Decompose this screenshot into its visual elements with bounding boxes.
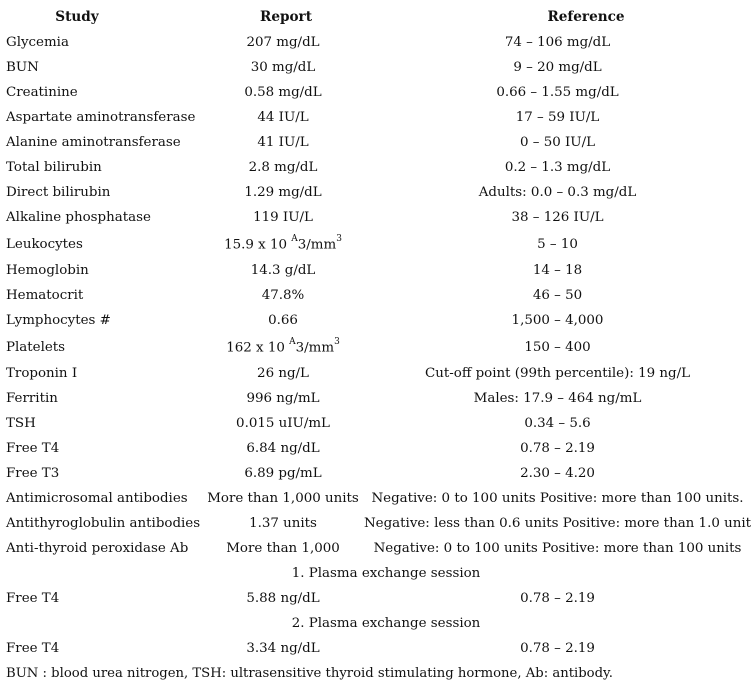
reference-cell: 9 – 20 mg/dL bbox=[513, 60, 602, 75]
reference-cell: Negative: 0 to 100 units Positive: more than 100 units. bbox=[371, 491, 744, 506]
study-cell: Free T4 bbox=[6, 441, 60, 456]
session-label: 2. Plasma exchange session bbox=[291, 616, 481, 631]
session-label: 1. Plasma exchange session bbox=[291, 566, 481, 581]
reference-cell: 5 – 10 bbox=[537, 236, 578, 252]
reference-cell: Cut-off point (99th percentile): 19 ng/L bbox=[424, 366, 690, 381]
study-cell: Direct bilirubin bbox=[6, 185, 111, 200]
report-cell: 119 IU/L bbox=[253, 210, 313, 225]
reference-cell: 0.66 – 1.55 mg/dL bbox=[496, 85, 619, 100]
reference-cell: 2.30 – 4.20 bbox=[520, 466, 595, 481]
table-row bbox=[0, 105, 754, 130]
report-cell: 0.015 uIU/mL bbox=[236, 416, 330, 431]
report-unit: 3/mm bbox=[295, 340, 335, 356]
report-cell: 41 IU/L bbox=[257, 135, 309, 150]
table-row bbox=[0, 180, 754, 205]
reference-cell: Adults: 0.0 – 0.3 mg/dL bbox=[478, 185, 637, 200]
study-cell: Free T3 bbox=[6, 466, 60, 481]
table-row bbox=[0, 536, 754, 561]
reference-cell: 0 – 50 IU/L bbox=[519, 135, 595, 150]
report-cell: 47.8% bbox=[261, 288, 305, 303]
report-cell: 26 ng/L bbox=[257, 366, 309, 381]
table-row bbox=[0, 511, 754, 536]
table-row bbox=[0, 30, 754, 55]
reference-cell: 0.78 – 2.19 bbox=[520, 641, 595, 656]
reference-cell: 46 – 50 bbox=[532, 288, 583, 303]
report-cell: 6.84 ng/dL bbox=[246, 441, 320, 456]
header-study: Study bbox=[55, 9, 99, 25]
table-row bbox=[0, 333, 754, 361]
report-superscript: 3 bbox=[336, 233, 342, 244]
reference-cell: 17 – 59 IU/L bbox=[515, 110, 600, 125]
reference-cell: Negative: 0 to 100 units Positive: more than 100 units bbox=[373, 541, 742, 556]
table-row bbox=[0, 80, 754, 105]
study-cell: Anti-thyroid peroxidase Ab bbox=[6, 541, 189, 556]
reference-cell: 150 – 400 bbox=[524, 339, 591, 355]
report-cell: 5.88 ng/dL bbox=[246, 591, 320, 606]
table-row bbox=[0, 155, 754, 180]
table-row bbox=[0, 411, 754, 436]
reference-cell: 0.34 – 5.6 bbox=[524, 416, 591, 431]
table-header-row bbox=[0, 4, 754, 30]
study-cell: Antithyroglobulin antibodies bbox=[6, 516, 201, 531]
report-cell: 2.8 mg/dL bbox=[248, 160, 318, 175]
study-cell: Glycemia bbox=[6, 35, 69, 50]
session-heading-1 bbox=[0, 561, 754, 586]
study-cell: Free T4 bbox=[6, 641, 60, 656]
study-cell: BUN bbox=[6, 60, 39, 75]
study-cell: Troponin I bbox=[6, 366, 78, 381]
study-cell: Total bilirubin bbox=[6, 160, 102, 175]
report-cell: 14.3 g/dL bbox=[250, 263, 316, 278]
report-superscript: A bbox=[289, 336, 296, 347]
report-cell bbox=[205, 233, 361, 253]
study-cell: Antimicrosomal antibodies bbox=[6, 491, 188, 506]
study-cell: Alkaline phosphatase bbox=[6, 210, 151, 225]
report-cell: More than 1,000 units bbox=[207, 491, 359, 506]
table-row bbox=[0, 586, 754, 611]
lab-results-table bbox=[0, 4, 754, 685]
study-cell: Leukocytes bbox=[6, 236, 83, 252]
reference-cell: 0.78 – 2.19 bbox=[520, 441, 595, 456]
study-cell: Ferritin bbox=[6, 391, 58, 406]
report-base: 15.9 x 10 bbox=[224, 237, 292, 253]
table-row bbox=[0, 258, 754, 283]
report-cell: 0.66 bbox=[268, 313, 298, 328]
session-heading-2 bbox=[0, 611, 754, 636]
report-base: 162 x 10 bbox=[226, 340, 290, 356]
report-unit: 3/mm bbox=[297, 237, 337, 253]
report-cell: More than 1,000 bbox=[226, 541, 340, 556]
report-cell: 6.89 pg/mL bbox=[244, 466, 322, 481]
report-cell: 30 mg/dL bbox=[250, 60, 316, 75]
report-cell: 996 ng/mL bbox=[246, 391, 320, 406]
reference-cell: Negative: less than 0.6 units Positive: more than 1.0 unit bbox=[363, 516, 752, 531]
study-cell: Hematocrit bbox=[6, 288, 84, 303]
table-row bbox=[0, 461, 754, 486]
table-row bbox=[0, 283, 754, 308]
reference-cell: 38 – 126 IU/L bbox=[511, 210, 604, 225]
study-cell: Aspartate aminotransferase bbox=[6, 110, 196, 125]
reference-cell: 74 – 106 mg/dL bbox=[504, 35, 611, 50]
study-cell: Hemoglobin bbox=[6, 263, 89, 278]
header-report: Report bbox=[260, 9, 312, 25]
report-cell bbox=[205, 336, 361, 356]
study-cell: TSH bbox=[6, 416, 36, 431]
report-cell: 1.29 mg/dL bbox=[244, 185, 322, 200]
table-row bbox=[0, 436, 754, 461]
reference-cell: 1,500 – 4,000 bbox=[511, 313, 604, 328]
table-row bbox=[0, 230, 754, 258]
table-row bbox=[0, 386, 754, 411]
table-row bbox=[0, 486, 754, 511]
table-footnote: BUN : blood urea nitrogen, TSH: ultrasensitive thyroid stimulating hormone, Ab: antibody. bbox=[6, 665, 613, 681]
report-cell: 207 mg/dL bbox=[246, 35, 320, 50]
study-cell: Lymphocytes # bbox=[6, 313, 111, 328]
reference-cell: Males: 17.9 – 464 ng/mL bbox=[473, 391, 642, 406]
report-superscript: A bbox=[291, 233, 298, 244]
table-row bbox=[0, 205, 754, 230]
report-cell: 44 IU/L bbox=[257, 110, 309, 125]
table-row bbox=[0, 361, 754, 386]
study-cell: Alanine aminotransferase bbox=[6, 135, 181, 150]
header-reference: Reference bbox=[547, 9, 625, 25]
table-row bbox=[0, 636, 754, 661]
study-cell: Free T4 bbox=[6, 591, 60, 606]
reference-cell: 0.2 – 1.3 mg/dL bbox=[504, 160, 611, 175]
study-cell: Platelets bbox=[6, 339, 66, 355]
report-cell: 1.37 units bbox=[249, 516, 317, 531]
table-row bbox=[0, 55, 754, 80]
reference-cell: 14 – 18 bbox=[532, 263, 583, 278]
table-row bbox=[0, 130, 754, 155]
report-superscript: 3 bbox=[334, 336, 340, 347]
report-cell: 0.58 mg/dL bbox=[244, 85, 322, 100]
reference-cell: 0.78 – 2.19 bbox=[520, 591, 595, 606]
table-row bbox=[0, 308, 754, 333]
study-cell: Creatinine bbox=[6, 85, 78, 100]
report-cell: 3.34 ng/dL bbox=[246, 641, 320, 656]
